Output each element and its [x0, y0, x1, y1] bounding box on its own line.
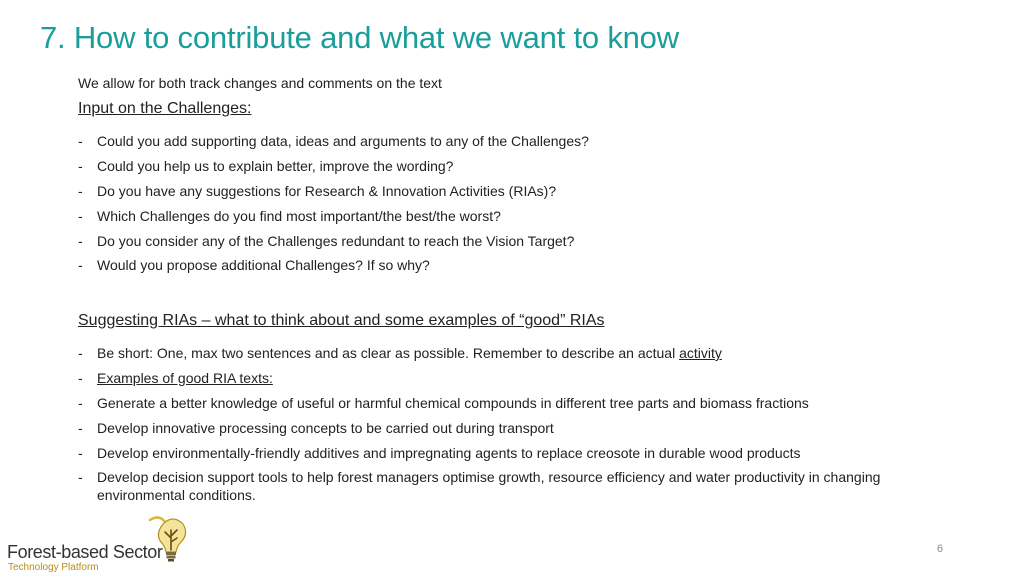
dash-bullet: -	[78, 419, 83, 436]
dash-bullet: -	[78, 345, 83, 361]
dash-bullet: -	[78, 232, 83, 249]
list-item	[78, 132, 958, 150]
dash-bullet: -	[78, 469, 83, 486]
slide-title: 7. How to contribute and what we want to know	[40, 20, 679, 55]
list-item	[78, 369, 958, 387]
page-number: 6	[937, 543, 944, 555]
challenges-question-list	[78, 132, 958, 281]
forest-based-sector-logo	[7, 512, 207, 576]
logo-subtitle: Technology Platform	[8, 562, 99, 573]
dash-bullet: -	[78, 369, 83, 386]
section-heading-challenges: Input on the Challenges:	[78, 100, 252, 117]
list-item	[78, 232, 958, 250]
list-item-text: Develop decision support tools to help forest managers optimise growth, resource efficiency and water productivity in changing environmental conditions.	[97, 469, 881, 504]
ria-guidance-list	[78, 344, 958, 511]
list-item	[78, 256, 958, 274]
list-item-text: Do you have any suggestions for Research & Innovation Activities (RIAs)?	[97, 182, 557, 199]
list-item	[78, 182, 958, 200]
list-item-text: Could you add supporting data, ideas and arguments to any of the Challenges?	[97, 133, 589, 149]
list-item-text: Do you consider any of the Challenges redundant to reach the Vision Target?	[97, 232, 575, 249]
dash-bullet: -	[78, 257, 83, 274]
examples-heading: Examples of good RIA texts:	[97, 369, 273, 386]
list-item	[78, 157, 958, 175]
list-item	[78, 444, 958, 462]
list-item	[78, 344, 958, 362]
dash-bullet: -	[78, 207, 83, 224]
list-item	[78, 468, 958, 504]
activity-emphasis: activity	[679, 345, 722, 361]
list-item-text: Be short: One, max two sentences and as clear as possible. Remember to describe an actual	[97, 345, 680, 361]
dash-bullet: -	[78, 182, 83, 199]
list-item	[78, 419, 958, 437]
list-item-text: Develop environmentally-friendly additives and impregnating agents to replace creosote in durable wood products	[97, 444, 801, 461]
list-item-text: Generate a better knowledge of useful or harmful chemical compounds in different tree parts and biomass fractions	[97, 394, 809, 411]
logo-name: Forest-based Sector	[7, 542, 163, 562]
dash-bullet: -	[78, 394, 83, 411]
dash-bullet: -	[78, 157, 83, 174]
dash-bullet: -	[78, 133, 83, 149]
list-item	[78, 207, 958, 225]
list-item-text: Which Challenges do you find most important/the best/the worst?	[97, 207, 501, 224]
list-item	[78, 394, 958, 412]
section-heading-suggesting-rias: Suggesting RIAs – what to think about and some examples of “good” RIAs	[78, 312, 605, 329]
list-item-text: Would you propose additional Challenges? If so why?	[97, 257, 430, 274]
intro-text: We allow for both track changes and comments on the text	[78, 75, 442, 91]
list-item-text: Develop innovative processing concepts to be carried out during transport	[97, 419, 554, 436]
list-item-text: Could you help us to explain better, improve the wording?	[97, 157, 454, 174]
dash-bullet: -	[78, 444, 83, 461]
